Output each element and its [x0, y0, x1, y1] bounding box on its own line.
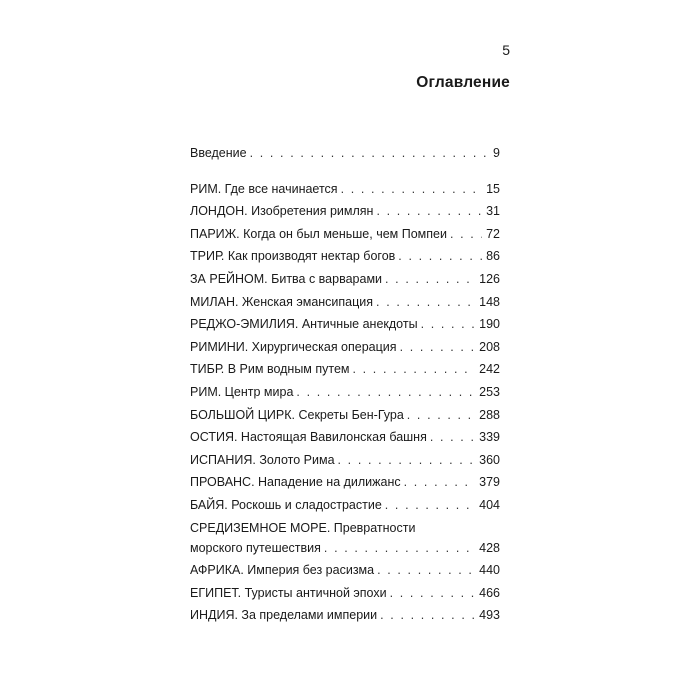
toc-entry-page: 493	[479, 608, 500, 623]
toc-entry	[190, 385, 500, 408]
toc-entry-title: ОСТИЯ. Настоящая Вавилонская башня	[190, 430, 427, 445]
toc-entry	[190, 563, 500, 586]
toc-entry-page: 208	[479, 339, 500, 354]
dot-leader	[398, 249, 482, 263]
dot-leader	[450, 227, 482, 241]
toc-entry-page: 126	[479, 271, 500, 286]
toc-entry-title: БОЛЬШОЙ ЦИРК. Секреты Бен-Гура	[190, 407, 404, 422]
toc-entry	[190, 182, 500, 205]
toc-entry-title: МИЛАН. Женская эмансипация	[190, 294, 374, 309]
toc-entry-page: 379	[479, 475, 500, 490]
toc-entry-title: ТИБР. В Рим водным путем	[190, 362, 350, 377]
toc-entry-title: РИМИНИ. Хирургическая операция	[190, 339, 397, 354]
dot-leader	[430, 430, 475, 444]
toc-entry	[190, 408, 500, 431]
toc-entry-page: 404	[479, 497, 500, 512]
dot-leader	[341, 182, 483, 196]
toc-entry-title: ТРИР. Как производят нектар богов	[190, 249, 396, 264]
dot-leader	[324, 541, 475, 555]
dot-leader	[353, 362, 476, 376]
toc-entry-page: 148	[479, 294, 500, 309]
toc-entry-page: 253	[479, 384, 500, 399]
dot-leader	[250, 146, 489, 160]
page-number: 5	[502, 42, 510, 58]
toc-entry-title: РИМ. Где все начинается	[190, 181, 338, 196]
page-title: Оглавление	[416, 74, 510, 91]
toc-entry-page: 428	[479, 540, 500, 555]
dot-leader	[407, 408, 475, 422]
dot-leader	[296, 385, 475, 399]
dot-leader	[377, 563, 475, 577]
toc-entry-page: 440	[479, 563, 500, 578]
toc-entry-title: ЛОНДОН. Изобретения римлян	[190, 204, 374, 219]
toc-entry	[190, 295, 500, 318]
dot-leader	[421, 317, 476, 331]
toc-entry-title: ЗА РЕЙНОМ. Битва с варварами	[190, 271, 383, 286]
toc-entry-page: 339	[479, 430, 500, 445]
dot-leader	[380, 608, 475, 622]
toc-entry	[190, 521, 500, 541]
dot-leader	[400, 340, 476, 354]
toc-entry	[190, 475, 500, 498]
toc-entry-title: ПРОВАНС. Нападение на дилижанс	[190, 475, 401, 490]
dot-leader	[376, 295, 475, 309]
toc-entry-title: РЕДЖО-ЭМИЛИЯ. Античные анекдоты	[190, 317, 418, 332]
dot-leader	[390, 586, 476, 600]
toc-entry	[190, 453, 500, 476]
toc-entry	[190, 227, 500, 250]
toc-entry-page: 9	[493, 146, 500, 160]
toc-entry-title: ЕГИПЕТ. Туристы античной эпохи	[190, 585, 387, 600]
toc-entry	[190, 204, 500, 227]
toc-entry-page: 86	[486, 249, 500, 264]
toc-entry-title: ИНДИЯ. За пределами империи	[190, 608, 378, 623]
toc-entry-page: 72	[486, 226, 500, 241]
toc-entry	[190, 340, 500, 363]
toc-entry-title: ИСПАНИЯ. Золото Рима	[190, 452, 335, 467]
toc-entry	[190, 317, 500, 340]
toc-entry	[190, 362, 500, 385]
toc-entry-title: морского путешествия	[190, 540, 321, 555]
toc-entry	[190, 498, 500, 521]
toc-entry-continuation	[190, 541, 500, 564]
toc-entry	[190, 272, 500, 295]
toc-entry-title: ПАРИЖ. Когда он был меньше, чем Помпеи	[190, 226, 447, 241]
toc-entry-title: БАЙЯ. Роскошь и сладострастие	[190, 497, 382, 512]
toc-entry-title: РИМ. Центр мира	[190, 384, 294, 399]
dot-leader	[376, 204, 482, 218]
dot-leader	[404, 475, 476, 489]
toc-entry	[190, 146, 500, 169]
toc-entry-page: 288	[479, 407, 500, 422]
toc-entry-title: СРЕДИЗЕМНОЕ МОРЕ. Превратности	[190, 520, 416, 535]
dot-leader	[338, 453, 476, 467]
toc-entry-page: 31	[486, 204, 500, 219]
toc-entry-page: 242	[479, 362, 500, 377]
toc-entry-title: Введение	[190, 146, 247, 160]
toc-entry-page: 15	[486, 181, 500, 196]
toc-entry-title: АФРИКА. Империя без расизма	[190, 563, 375, 578]
toc-entry	[190, 608, 500, 631]
toc-entry	[190, 586, 500, 609]
dot-leader	[385, 498, 475, 512]
toc-entry-page: 466	[479, 585, 500, 600]
toc-entry	[190, 430, 500, 453]
toc-entry	[190, 249, 500, 272]
toc-entry-page: 190	[479, 317, 500, 332]
dot-leader	[385, 272, 475, 286]
table-of-contents	[190, 146, 500, 631]
toc-entry-page: 360	[479, 452, 500, 467]
